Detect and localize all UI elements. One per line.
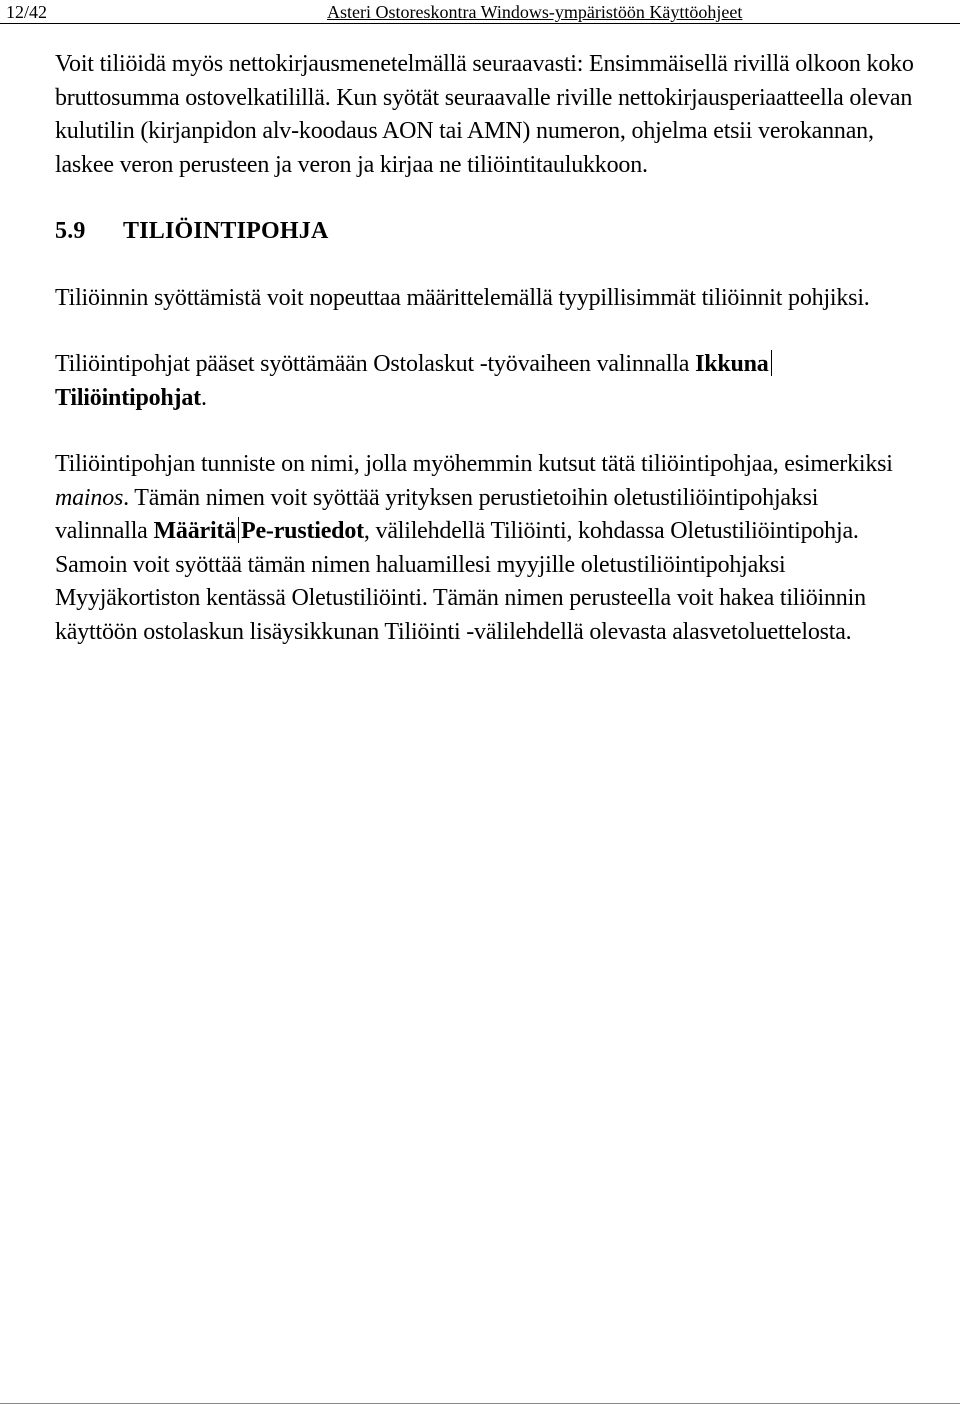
page-header <box>0 0 960 23</box>
example-name: mainos <box>55 484 124 511</box>
paragraph-templates-identifier <box>55 448 915 649</box>
page-bottom-edge <box>0 1403 960 1404</box>
paragraph-text: Tiliöintipohjan tunniste on nimi, jolla myöhemmin kutsut tätä tiliöintipohjaa, esimerkiksi <box>55 451 893 477</box>
menu-path-templates: Tiliöintipohjat <box>55 384 201 411</box>
paragraph-templates-access <box>55 348 915 415</box>
page-number: 12/42 <box>6 2 48 22</box>
document-title: Asteri Ostoreskontra Windows-ympäristöön Käyttöohjeet <box>327 2 743 22</box>
section-number: 5.9 <box>55 218 86 244</box>
paragraph-text: . Tämän nimen voit syöttää yrityksen perustietoihin oletustiliöintipohjaksi valinnalla <box>55 484 819 544</box>
intro-paragraph: Voit tiliöidä myös nettokirjausmenetelmällä seuraavasti: Ensimmäisellä rivillä olkoon koko bruttosumma ostovelkatilillä. Kun syötät seuraavalle riville nettokirjausperiaatteella olevan kulutilin (kirjanpidon alv-koodaus AON tai AMN) numeron, ohjelma etsii verokannan, laskee veron perusteen ja veron ja kirjaa ne tiliöintitaulukkoon. <box>55 51 914 178</box>
menu-path-define: Määritä <box>153 518 237 544</box>
header-divider <box>0 23 960 24</box>
document-body <box>55 48 915 649</box>
section-title: TILIÖINTIPOHJA <box>123 218 329 244</box>
section-heading <box>55 215 915 249</box>
menu-separator <box>771 350 772 376</box>
menu-path-window: Ikkuna <box>695 351 769 377</box>
paragraph-text: . <box>200 384 207 411</box>
menu-separator <box>238 517 239 543</box>
paragraph-templates-intro: Tiliöinnin syöttämistä voit nopeuttaa määrittelemällä tyypillisimmät tiliöinnit pohjiksi. <box>55 284 870 311</box>
menu-path-basic-info: Pe-rustiedot <box>241 518 364 544</box>
paragraph-text: Tiliöintipohjat pääset syöttämään Ostolaskut -työvaiheen valinnalla <box>55 351 696 377</box>
paragraph-text: , välilehdellä Tiliöinti, kohdassa Oletustiliöintipohja. Samoin voit syöttää tämän nimen haluamillesi myyjille oletustiliöintipohjaksi Myyjäkortiston kentässä Oletustiliöinti. Tämän nimen perusteella voit hakea tiliöinnin käyttöön ostolaskun lisäysikkunan Tiliöinti -välilehdellä olevasta alasvetoluettelosta. <box>55 518 866 645</box>
